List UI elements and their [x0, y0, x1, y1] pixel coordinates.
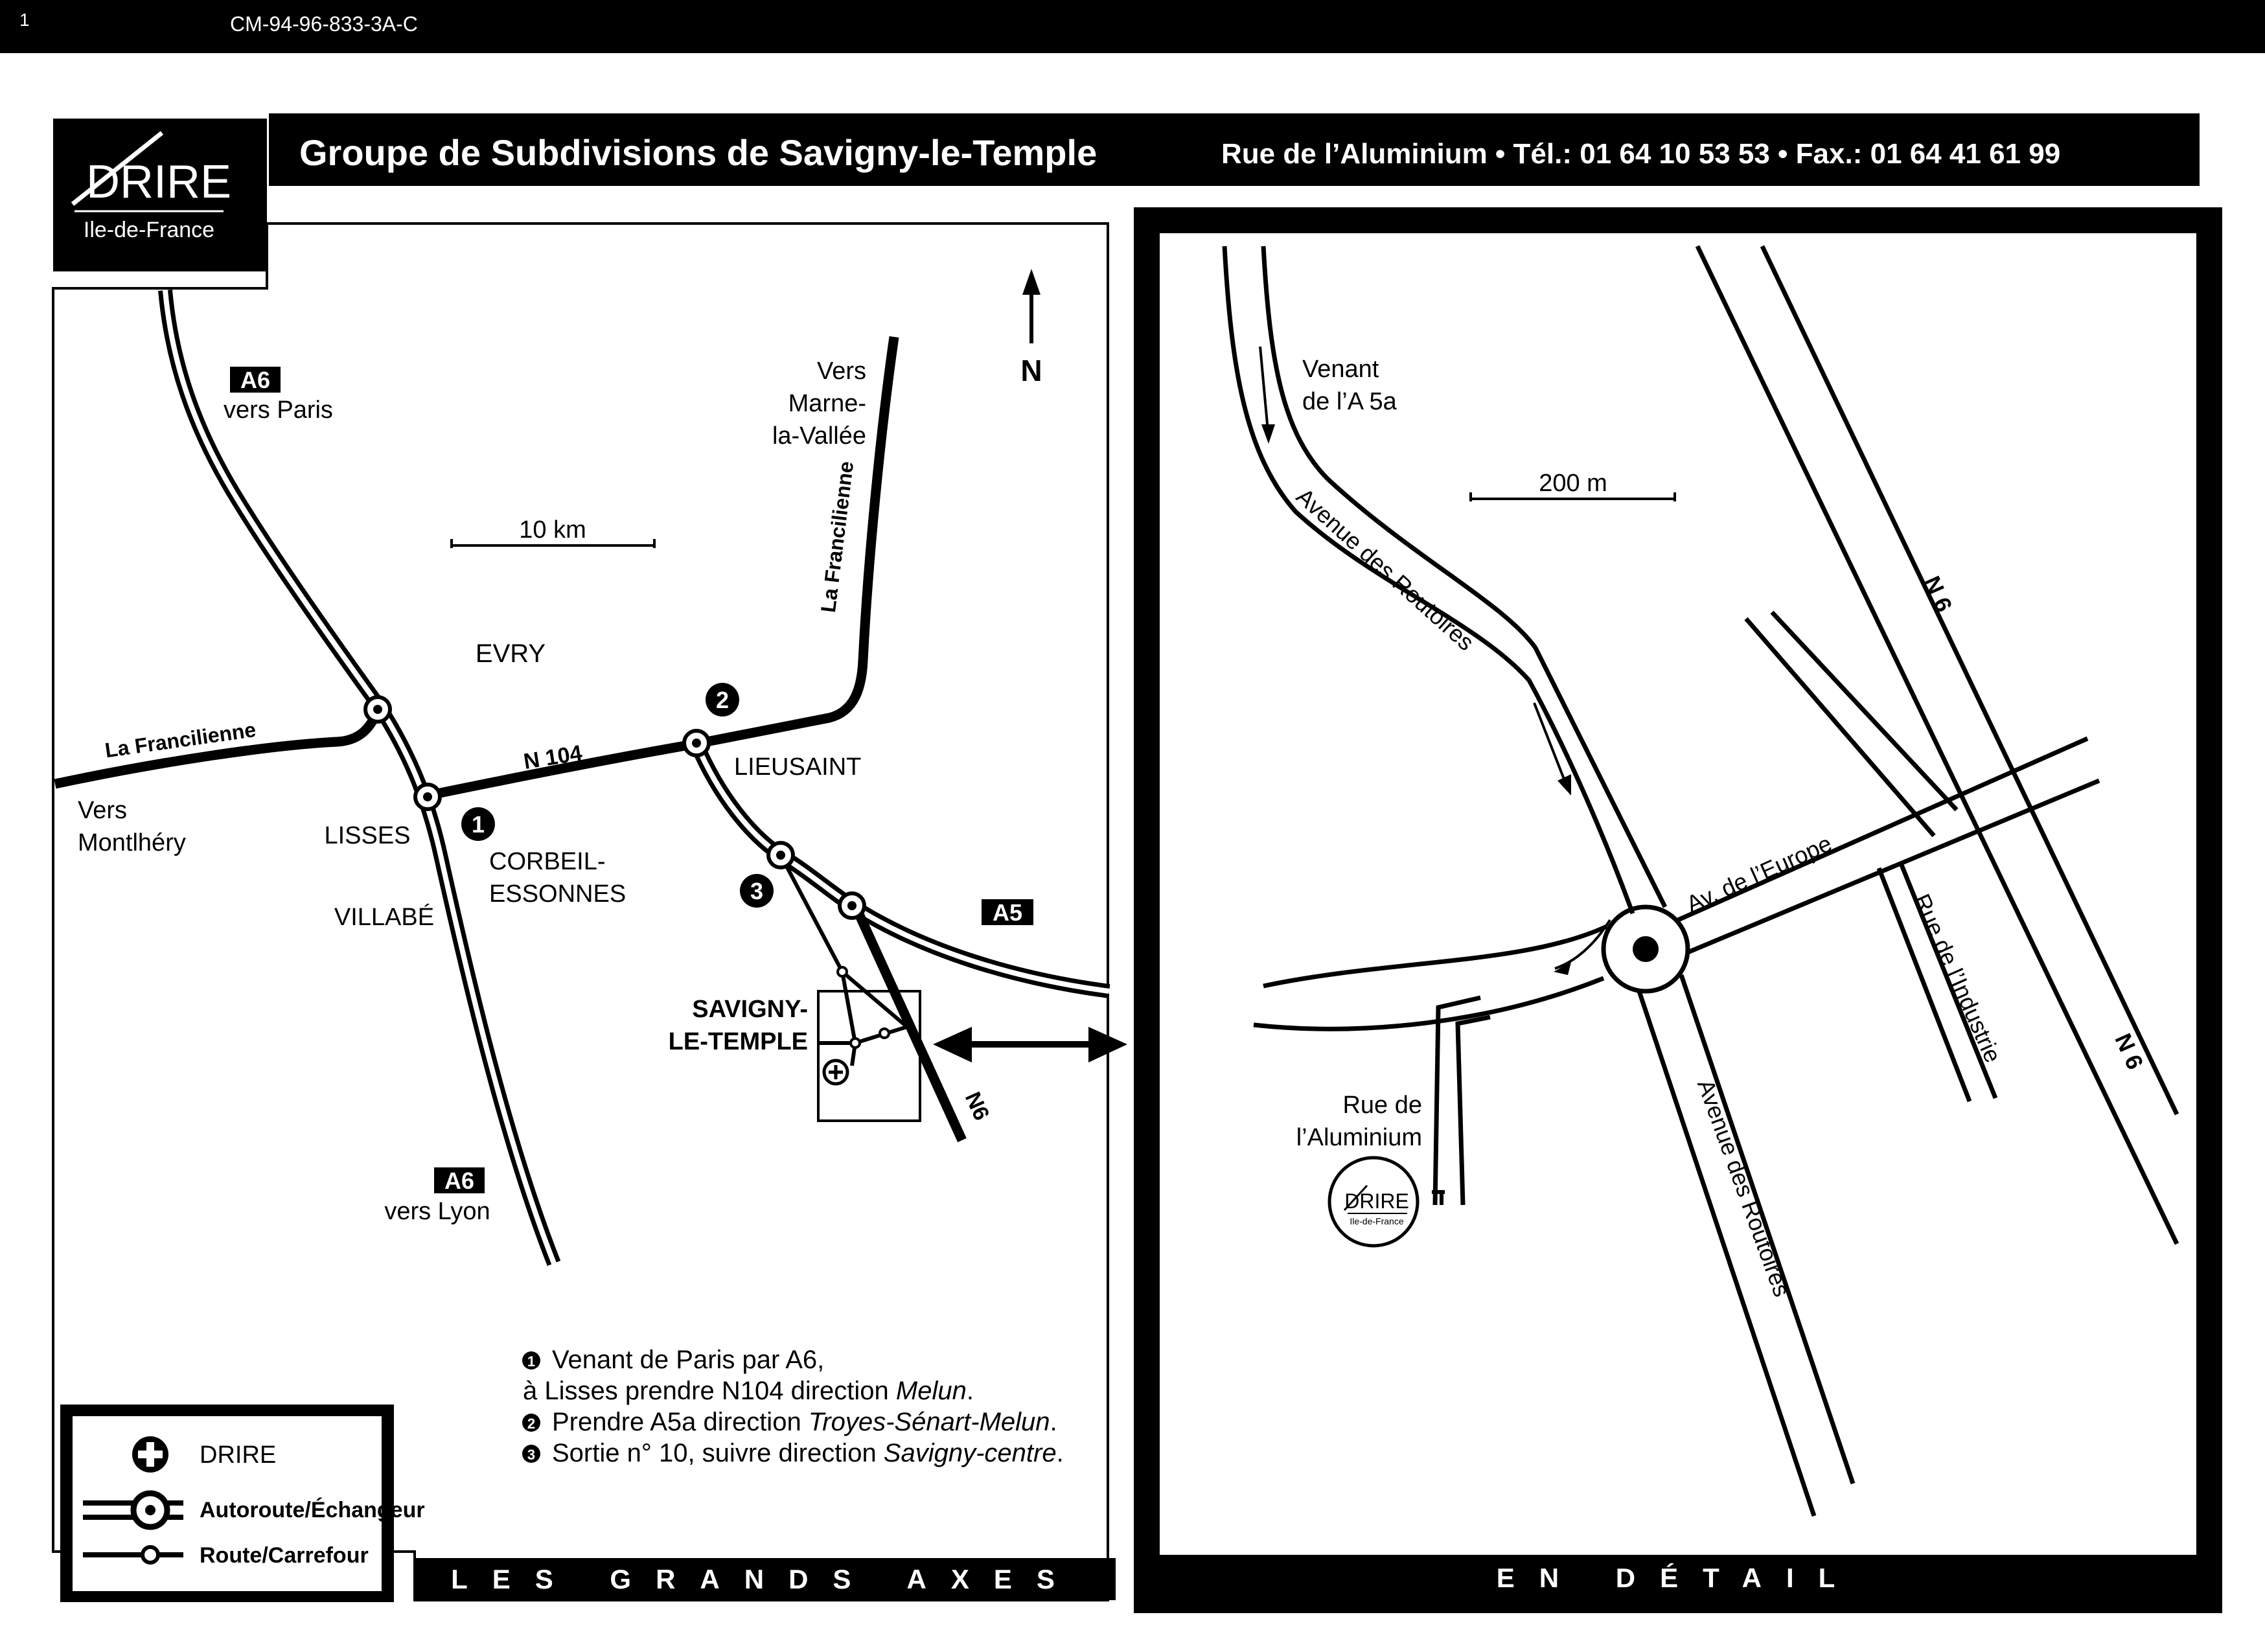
place-savigny-1: SAVIGNY- [692, 996, 808, 1023]
logo-region: Ile-de-France [83, 218, 215, 242]
place-evry: EVRY [475, 639, 546, 668]
rue-aluminium-label-1: Rue de [1342, 1092, 1422, 1119]
vers-marne-2: Marne- [788, 390, 866, 417]
interchange-a6-n104 [415, 785, 440, 809]
avenue-routoires-north-label: Avenue des Routoires [1291, 483, 1480, 656]
left-map-footer-label: LES GRANDS AXES [451, 1564, 1079, 1594]
vers-montlhery-1: Vers [78, 797, 128, 824]
drire-location-plus-icon [824, 1061, 847, 1084]
n104-label: N 104 [522, 740, 584, 774]
svg-text:à Lisses prendre N104 directio: à Lisses prendre N104 direction Melun. [523, 1377, 974, 1405]
avenue-routoires-south-road [1639, 975, 1853, 1516]
north-arrow [1020, 269, 1042, 387]
directions-list [522, 1346, 1064, 1467]
a6-north-direction: vers Paris [224, 396, 333, 424]
page-title: Groupe de Subdivisions de Savigny-le-Temple [299, 132, 1098, 173]
interchange-a6-francilienne [365, 697, 390, 722]
north-label: N [1020, 354, 1042, 387]
interchange-a5-n6 [840, 893, 864, 918]
legend-label-drire: DRIRE [200, 1441, 277, 1469]
av-europe-label: Av. de l’Europe [1682, 829, 1836, 918]
svg-text:DRIRE: DRIRE [1344, 1189, 1409, 1213]
scale-label-200m: 200 m [1539, 470, 1607, 497]
svg-text:3: 3 [527, 1447, 536, 1463]
svg-text:Prendre A5a direction Troyes-S: Prendre A5a direction Troyes-Sénart-Melun. [552, 1408, 1057, 1436]
legend-label-route: Route/Carrefour [200, 1543, 369, 1568]
svg-text:1: 1 [471, 811, 485, 838]
logo-brand: DRIRE [86, 156, 232, 208]
svg-text:1: 1 [527, 1353, 536, 1370]
a6-south-badge [434, 1167, 485, 1194]
right-map [1147, 220, 2209, 1600]
link-arrow-icon [933, 1027, 1127, 1062]
rue-aluminium-road [1435, 998, 1490, 1205]
west-access-road [1254, 926, 1607, 1029]
direction-2 [522, 1408, 1057, 1436]
avenue-routoires-north-road [1224, 246, 1665, 913]
rue-aluminium-label-2: l’Aluminium [1296, 1124, 1422, 1151]
place-lieusaint: LIEUSAINT [734, 753, 862, 781]
n6-label: N6 [960, 1088, 995, 1125]
place-corbeil-1: CORBEIL- [489, 848, 606, 875]
svg-text:A6: A6 [444, 1167, 475, 1194]
direction-3 [522, 1439, 1064, 1467]
step-marker-3 [740, 874, 774, 908]
svg-text:Venant de Paris par A6,: Venant de Paris par A6, [552, 1346, 825, 1374]
vers-montlhery-2: Montlhéry [78, 829, 186, 856]
svg-text:Sortie n° 10, suivre direction: Sortie n° 10, suivre direction Savigny-centre. [552, 1439, 1064, 1467]
place-villabe: VILLABÉ [334, 904, 435, 931]
svg-text:2: 2 [527, 1416, 536, 1432]
legend-label-autoroute: Autoroute/Échangeur [200, 1498, 425, 1522]
vers-marne-3: la-Vallée [772, 422, 866, 450]
direction-arrow-south-icon [1260, 347, 1275, 444]
francilienne-west-label: La Francilienne [103, 717, 258, 763]
francilienne-north-label: La Francilienne [816, 459, 858, 614]
step-marker-1 [461, 807, 495, 841]
venant-a5a-1: Venant [1302, 356, 1379, 383]
a5-badge [982, 899, 1033, 926]
n6-lower-label: N 6 [2110, 1029, 2149, 1073]
a6-south-direction: vers Lyon [384, 1198, 490, 1225]
left-map [53, 224, 1127, 1602]
place-savigny-2: LE-TEMPLE [668, 1028, 808, 1055]
document-code: CM-94-96-833-3A-C [230, 12, 418, 36]
place-corbeil-2: ESSONNES [489, 880, 627, 908]
contact-line: Rue de l’Aluminium • Tél.: 01 64 10 53 53 • Fax.: 01 64 41 61 99 [1221, 138, 2061, 170]
right-map-frame [1147, 220, 2209, 1600]
svg-text:Ile-de-France: Ile-de-France [1350, 1216, 1404, 1226]
junction-dot-savigny-north [838, 967, 847, 976]
place-lisses: LISSES [324, 822, 411, 849]
step-marker-2 [706, 683, 739, 717]
svg-text:2: 2 [715, 687, 730, 713]
svg-text:A5: A5 [992, 899, 1023, 926]
avenue-routoires-south-label: Avenue des Routoires [1692, 1075, 1796, 1300]
interchange-n104-a5 [684, 731, 709, 755]
roundabout-center [1633, 936, 1659, 962]
a6-north-badge [230, 367, 281, 393]
right-map-footer-label: EN DÉTAIL [1496, 1563, 1860, 1593]
junction-dot-savigny-mid [851, 1038, 860, 1048]
interchange-a5-exit [768, 843, 793, 867]
venant-a5a-2: de l’A 5a [1302, 388, 1397, 415]
vers-marne-1: Vers [816, 358, 866, 385]
drire-logo [53, 119, 267, 271]
drire-location-marker [1329, 1158, 1445, 1246]
scale-bar-10km [452, 516, 654, 548]
svg-text:3: 3 [750, 878, 764, 904]
scale-label-10km: 10 km [519, 516, 586, 544]
svg-text:A6: A6 [240, 367, 271, 393]
av-europe-road [1678, 739, 2099, 952]
rue-industrie-label: Rue de l’Industrie [1908, 889, 2007, 1067]
n6-upper-label: N 6 [1918, 571, 1958, 616]
map-legend [60, 1405, 425, 1602]
a5-motorway [696, 744, 1109, 991]
junction-dot-savigny-east [880, 1029, 889, 1038]
direction-1 [522, 1346, 824, 1374]
page-number: 1 [19, 10, 30, 30]
direction-1b [523, 1377, 974, 1405]
plus-circle-icon [132, 1436, 168, 1473]
scale-bar-200m [1471, 470, 1675, 501]
n6-detail-road [1697, 246, 2177, 1244]
